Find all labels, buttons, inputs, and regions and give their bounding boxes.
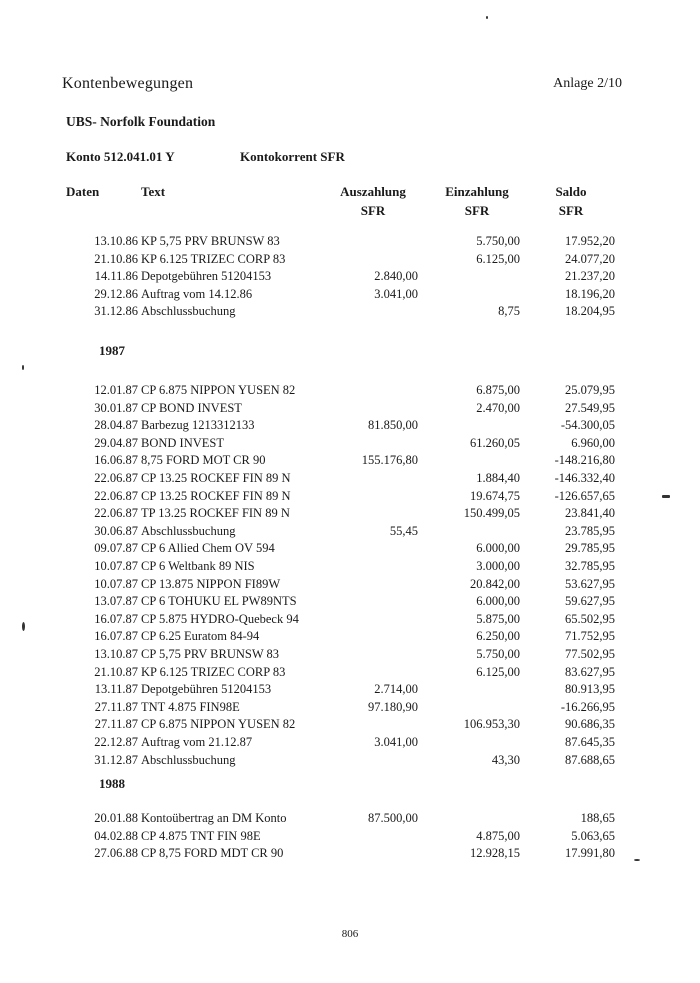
entry-saldo: 23.785,95 xyxy=(565,523,615,538)
entry-einzahlung: 6.000,00 xyxy=(476,541,520,556)
entry-saldo: 65.502,95 xyxy=(565,611,615,626)
entry-date: 27.11.87 xyxy=(94,717,138,732)
entry-saldo: -16.266,95 xyxy=(560,699,615,714)
entry-date: 22.06.87 xyxy=(94,506,138,521)
entry-einzahlung: 6.875,00 xyxy=(476,383,520,397)
entry-text: Abschlussbuchung xyxy=(141,304,236,319)
entry-einzahlung: 5.750,00 xyxy=(476,234,520,248)
entry-text: CP 5.875 HYDRO-Quebeck 94 xyxy=(141,611,299,626)
scan-speck xyxy=(486,16,488,19)
entry-einzahlung: 61.260,05 xyxy=(470,435,520,450)
entry-date: 16.06.87 xyxy=(94,453,138,468)
entry-einzahlung: 6.000,00 xyxy=(476,594,520,609)
ledger-row xyxy=(0,559,700,577)
entry-text: CP 6 Weltbank 89 NIS xyxy=(141,559,255,573)
entry-text: Depotgebühren 51204153 xyxy=(141,682,272,697)
entry-saldo: 18.204,95 xyxy=(565,304,615,319)
ledger-row xyxy=(0,735,700,753)
entry-einzahlung: 6.250,00 xyxy=(476,629,520,644)
entry-text: CP 13.25 ROCKEF FIN 89 N xyxy=(141,488,291,503)
ledger-row xyxy=(0,269,700,287)
entry-einzahlung: 12.928,15 xyxy=(470,846,520,861)
entry-date: 20.01.88 xyxy=(94,811,138,825)
ledger-row xyxy=(0,252,700,270)
scan-speck xyxy=(22,622,25,631)
account-number: Konto 512.041.01 Y xyxy=(66,149,175,164)
entry-date: 21.10.87 xyxy=(94,664,138,679)
entry-einzahlung: 6.125,00 xyxy=(476,664,520,679)
scan-speck xyxy=(22,365,24,370)
entry-einzahlung: 2.470,00 xyxy=(476,400,520,415)
column-header-einzahlung-unit: SFR xyxy=(464,203,490,218)
entry-text: 8,75 FORD MOT CR 90 xyxy=(141,453,266,468)
entry-saldo: 80.913,95 xyxy=(565,682,615,697)
ledger-row xyxy=(0,304,700,322)
entry-text: CP 4.875 TNT FIN 98E xyxy=(141,828,261,843)
entry-saldo: 6.960,00 xyxy=(571,435,615,450)
entry-einzahlung: 20.842,00 xyxy=(470,576,520,591)
entry-date: 29.04.87 xyxy=(94,435,138,450)
entry-date: 10.07.87 xyxy=(94,576,138,591)
entry-saldo: 53.627,95 xyxy=(565,576,615,591)
entry-text: CP 13.25 ROCKEF FIN 89 N xyxy=(141,471,291,485)
entry-auszahlung: 3.041,00 xyxy=(374,286,418,301)
entry-einzahlung: 43,30 xyxy=(491,752,520,767)
entry-date: 14.11.86 xyxy=(94,269,138,284)
entry-saldo: 59.627,95 xyxy=(565,594,615,609)
entry-date: 04.02.88 xyxy=(94,828,138,843)
year-heading: 1987 xyxy=(99,343,125,358)
entry-saldo: -126.657,65 xyxy=(554,488,615,503)
entry-text: CP 6.875 NIPPON YUSEN 82 xyxy=(141,717,296,732)
ledger-row xyxy=(0,829,700,847)
page-number: 806 xyxy=(341,928,359,940)
entry-date: 13.11.87 xyxy=(94,682,138,697)
entry-saldo: 23.841,40 xyxy=(565,506,615,521)
entry-auszahlung: 2.840,00 xyxy=(374,269,418,284)
ledger-row xyxy=(0,524,700,542)
entry-date: 13.07.87 xyxy=(94,594,138,609)
entry-saldo: 87.645,35 xyxy=(565,735,615,749)
entry-saldo: -54.300,05 xyxy=(560,418,615,433)
ledger-row xyxy=(0,811,700,829)
entry-auszahlung: 55,45 xyxy=(389,523,418,538)
column-header-text: Text xyxy=(141,184,166,199)
entry-auszahlung: 2.714,00 xyxy=(374,682,418,697)
entry-date: 30.01.87 xyxy=(94,400,138,415)
entry-auszahlung: 81.850,00 xyxy=(368,418,418,433)
entry-text: CP 5,75 PRV BRUNSW 83 xyxy=(141,647,280,661)
entry-einzahlung: 4.875,00 xyxy=(476,828,520,843)
entry-date: 22.06.87 xyxy=(94,488,138,503)
ledger-row xyxy=(0,629,700,647)
entry-saldo: 24.077,20 xyxy=(565,251,615,266)
entry-auszahlung: 87.500,00 xyxy=(368,811,418,825)
entry-einzahlung: 6.125,00 xyxy=(476,251,520,266)
entry-text: CP 8,75 FORD MDT CR 90 xyxy=(141,846,284,861)
ledger-row xyxy=(0,418,700,436)
entry-saldo: -148.216,80 xyxy=(554,453,615,468)
entry-saldo: 25.079,95 xyxy=(565,383,615,397)
entry-saldo: 18.196,20 xyxy=(565,286,615,301)
entry-text: CP 6 TOHUKU EL PW89NTS xyxy=(141,594,297,609)
ledger-row xyxy=(0,234,700,252)
entry-saldo: 32.785,95 xyxy=(565,559,615,573)
entry-saldo: 90.686,35 xyxy=(565,717,615,732)
attachment-label: Anlage 2/10 xyxy=(553,76,622,91)
entry-auszahlung: 3.041,00 xyxy=(374,735,418,749)
ledger-row xyxy=(0,506,700,524)
ledger-row xyxy=(0,577,700,595)
entry-einzahlung: 5.750,00 xyxy=(476,647,520,661)
entry-text: Depotgebühren 51204153 xyxy=(141,269,272,284)
entry-einzahlung: 8,75 xyxy=(498,304,520,319)
entry-date: 13.10.87 xyxy=(94,647,138,661)
scan-speck xyxy=(662,495,670,498)
entry-date: 27.06.88 xyxy=(94,846,138,861)
column-header-saldo-unit: SFR xyxy=(558,203,584,218)
entry-date: 22.06.87 xyxy=(94,471,138,485)
entry-einzahlung: 106.953,30 xyxy=(463,717,520,732)
entry-date: 31.12.87 xyxy=(94,752,138,767)
entry-auszahlung: 155.176,80 xyxy=(361,453,418,468)
entry-text: TP 13.25 ROCKEF FIN 89 N xyxy=(141,506,290,521)
entry-date: 22.12.87 xyxy=(94,735,138,749)
column-header-date: Daten xyxy=(66,184,100,199)
ledger-row xyxy=(0,846,700,864)
entry-date: 28.04.87 xyxy=(94,418,138,433)
entry-saldo: 17.952,20 xyxy=(565,234,615,248)
ledger-row xyxy=(0,717,700,735)
entry-text: CP 6.25 Euratom 84-94 xyxy=(141,629,260,644)
entry-text: Auftrag vom 14.12.86 xyxy=(141,286,253,301)
ledger-row xyxy=(0,612,700,630)
year-heading: 1988 xyxy=(99,776,125,791)
entry-auszahlung: 97.180,90 xyxy=(368,699,418,714)
entry-date: 10.07.87 xyxy=(94,559,138,573)
ledger-row xyxy=(0,753,700,771)
column-header-auszahlung: Auszahlung xyxy=(340,184,406,199)
entry-saldo: 71.752,95 xyxy=(565,629,615,644)
entry-saldo: 21.237,20 xyxy=(565,269,615,284)
entry-saldo: 27.549,95 xyxy=(565,400,615,415)
column-header-auszahlung-unit: SFR xyxy=(360,203,386,218)
entry-text: KP 5,75 PRV BRUNSW 83 xyxy=(141,234,280,248)
ledger-row xyxy=(0,383,700,401)
entry-text: CP BOND INVEST xyxy=(141,400,242,415)
entry-text: Barbezug 1213312133 xyxy=(141,418,255,433)
entry-text: TNT 4.875 FIN98E xyxy=(141,699,240,714)
ledger-row xyxy=(0,700,700,718)
column-header-einzahlung: Einzahlung xyxy=(445,184,509,199)
account-type: Kontokorrent SFR xyxy=(240,149,345,164)
entry-einzahlung: 3.000,00 xyxy=(476,559,520,573)
entry-date: 16.07.87 xyxy=(94,629,138,644)
ledger-row xyxy=(0,594,700,612)
entry-saldo: 87.688,65 xyxy=(565,752,615,767)
entry-date: 09.07.87 xyxy=(94,541,138,556)
entry-text: CP 6.875 NIPPON YUSEN 82 xyxy=(141,383,296,397)
entry-date: 16.07.87 xyxy=(94,611,138,626)
entry-saldo: 188,65 xyxy=(580,811,615,825)
entry-date: 21.10.86 xyxy=(94,251,138,266)
entry-text: KP 6.125 TRIZEC CORP 83 xyxy=(141,664,286,679)
ledger-row xyxy=(0,401,700,419)
ledger-row xyxy=(0,541,700,559)
entry-date: 30.06.87 xyxy=(94,523,138,538)
entry-saldo: -146.332,40 xyxy=(554,471,615,485)
ledger-row xyxy=(0,453,700,471)
entry-text: CP 13.875 NIPPON FI89W xyxy=(141,576,281,591)
page-title: Kontenbewegungen xyxy=(62,75,194,92)
ledger-row xyxy=(0,436,700,454)
entry-date: 12.01.87 xyxy=(94,383,138,397)
entry-date: 13.10.86 xyxy=(94,234,138,248)
entry-date: 27.11.87 xyxy=(94,699,138,714)
ledger-row xyxy=(0,489,700,507)
entry-saldo: 29.785,95 xyxy=(565,541,615,556)
ledger-row xyxy=(0,682,700,700)
ledger-row xyxy=(0,647,700,665)
entry-text: Auftrag vom 21.12.87 xyxy=(141,735,253,749)
entry-saldo: 83.627,95 xyxy=(565,664,615,679)
entry-date: 29.12.86 xyxy=(94,286,138,301)
entry-text: KP 6.125 TRIZEC CORP 83 xyxy=(141,251,286,266)
ledger-row xyxy=(0,665,700,683)
entry-text: Kontoübertrag an DM Konto xyxy=(141,811,287,825)
column-header-saldo: Saldo xyxy=(555,184,587,199)
entry-text: BOND INVEST xyxy=(141,435,224,450)
entry-saldo: 5.063,65 xyxy=(571,828,615,843)
entry-einzahlung: 5.875,00 xyxy=(476,611,520,626)
entry-saldo: 77.502,95 xyxy=(565,647,615,661)
entry-einzahlung: 19.674,75 xyxy=(470,488,520,503)
entry-einzahlung: 150.499,05 xyxy=(463,506,520,521)
entry-einzahlung: 1.884,40 xyxy=(476,471,520,485)
entry-text: Abschlussbuchung xyxy=(141,752,236,767)
foundation-name: UBS- Norfolk Foundation xyxy=(66,114,216,129)
entry-text: Abschlussbuchung xyxy=(141,523,236,538)
scan-speck xyxy=(634,859,640,861)
entry-text: CP 6 Allied Chem OV 594 xyxy=(141,541,275,556)
entry-date: 31.12.86 xyxy=(94,304,138,319)
entry-saldo: 17.991,80 xyxy=(565,846,615,861)
ledger-row xyxy=(0,287,700,305)
ledger-row xyxy=(0,471,700,489)
